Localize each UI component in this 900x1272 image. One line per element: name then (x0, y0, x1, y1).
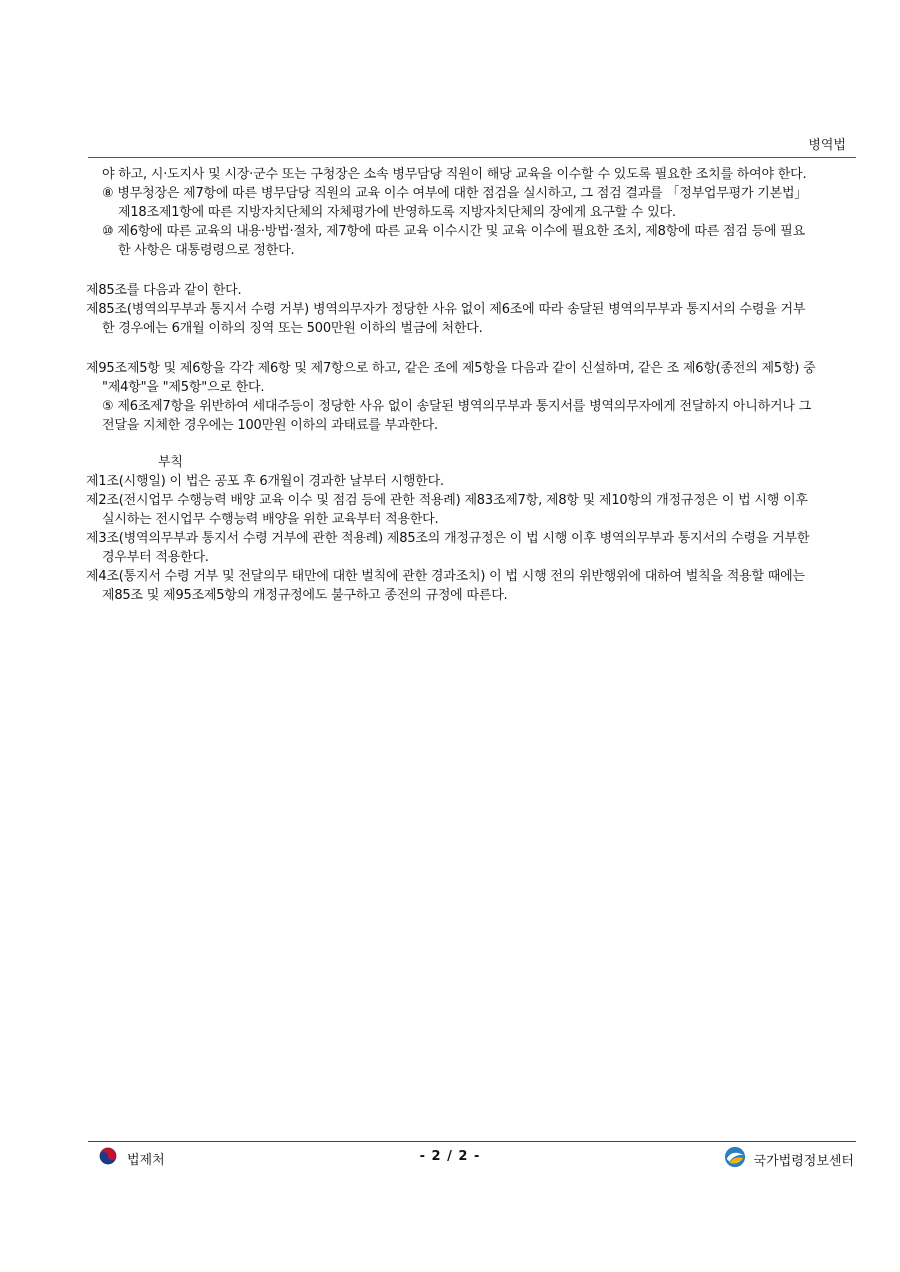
item-8: ⑧ 병무청장은 제7항에 따른 병무담당 직원의 교육 이수 여부에 대한 점검을 실시하고, 그 점검 결과를 「정부업무평가 기본법」 제18조제1항에 따른 지방자치단체의 자체평가에 반영하도록 지방자치단체의 장에게 요구할 수 있다. (102, 186, 808, 220)
header-rule (88, 157, 856, 158)
addenda-article-3: 제3조(병역의무부과 통지서 수령 거부에 관한 적용례) 제85조의 개정규정은 이 법 시행 이후 병역의무부과 통지서의 수령을 거부한 경우부터 적용한다. (86, 531, 810, 565)
page-footer (0, 1144, 900, 1174)
article-95-intro: 제95조제5항 및 제6항을 각각 제6항 및 제7항으로 하고, 같은 조에 제5항을 다음과 같이 신설하며, 같은 조 제6항(종전의 제5항) 중 "제4항"을 "제5항"으로 한다. (86, 361, 816, 395)
spacer (86, 435, 816, 453)
spacer (86, 260, 816, 281)
item-7-continuation: 야 하고, 시·도지사 및 시장·군수 또는 구청장은 소속 병무담당 직원이 해당 교육을 이수할 수 있도록 필요한 조치를 하여야 한다. (102, 167, 807, 182)
addenda-article-2: 제2조(전시업무 수행능력 배양 교육 이수 및 점검 등에 관한 적용례) 제83조제7항, 제8항 및 제10항의 개정규정은 이 법 시행 이후 실시하는 전시업무 수행능력 배양을 위한 교육부터 적용한다. (86, 493, 808, 527)
addenda-article-4: 제4조(통지서 수령 거부 및 전달의무 태만에 대한 벌칙에 관한 경과조치) 이 법 시행 전의 위반행위에 대하여 벌칙을 적용할 때에는 제85조 및 제95조제5항의 개정규정에도 불구하고 종전의 규정에 따른다. (86, 569, 805, 603)
document-title: 병역법 (808, 138, 846, 153)
article-85-intro: 제85조를 다음과 같이 한다. (86, 283, 242, 298)
addenda-article-1: 제1조(시행일) 이 법은 공포 후 6개월이 경과한 날부터 시행한다. (86, 474, 444, 489)
article-95-item-5: ⑤ 제6조제7항을 위반하여 세대주등이 정당한 사유 없이 송달된 병역의무부과 통지서를 병역의무자에게 전달하지 아니하거나 그 전달을 지체한 경우에는 100만원 이하의 과태료를 부과한다. (102, 399, 811, 433)
footer-rule (88, 1141, 856, 1142)
article-85: 제85조(병역의무부과 통지서 수령 거부) 병역의무자가 정당한 사유 없이 제6조에 따라 송달된 병역의무부과 통지서의 수령을 거부한 경우에는 6개월 이하의 징역 또는 500만원 이하의 벌금에 처한다. (86, 302, 806, 336)
page-number: - 2 / 2 - (419, 1149, 481, 1164)
klic-logo-icon (724, 1146, 746, 1172)
footer-right (724, 1146, 854, 1172)
spacer (86, 338, 816, 359)
footer-center-label: 국가법령정보센터 (753, 1153, 854, 1169)
item-10: ⑩ 제6항에 따른 교육의 내용·방법·절차, 제7항에 따른 교육 이수시간 및 교육 이수에 필요한 조치, 제8항에 따른 점검 등에 필요한 사항은 대통령령으로 정한다. (102, 224, 806, 258)
footer-org-label: 법제처 (127, 1152, 165, 1168)
document-body (86, 165, 816, 605)
addenda-title: 부칙 (158, 455, 183, 470)
